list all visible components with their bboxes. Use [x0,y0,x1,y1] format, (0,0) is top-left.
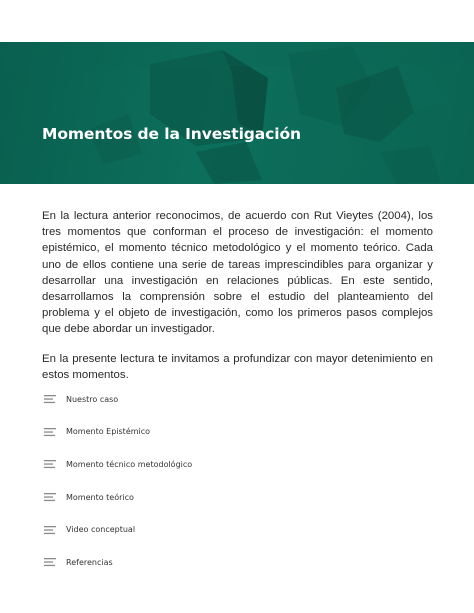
menu-item-momento-epistemico[interactable] [44,416,434,449]
header-banner [0,42,474,184]
banner-background-image [0,42,474,184]
list-lines-icon [44,394,56,404]
menu-item-label: Referencias [66,557,113,567]
list-lines-icon [44,525,56,535]
list-lines-icon [44,492,56,502]
page-title: Momentos de la Investigación [42,125,301,143]
menu-item-label: Nuestro caso [66,394,119,404]
list-lines-icon [44,459,56,469]
menu-item-momento-teorico[interactable] [44,481,434,514]
menu-item-label: Momento Epistémico [66,427,151,437]
menu-item-label: Video conceptual [66,525,136,535]
menu-item-label: Momento técnico metodológico [66,459,193,469]
menu-item-referencias[interactable] [44,546,434,579]
menu-item-video-conceptual[interactable] [44,513,434,546]
invitation-paragraph: En la presente lectura te invitamos a profundizar con mayor detenimiento en estos momentos. [42,352,433,381]
intro-content [42,208,433,396]
menu-item-nuestro-caso[interactable] [44,383,434,416]
list-lines-icon [44,557,56,567]
section-menu [44,383,434,579]
list-lines-icon [44,427,56,437]
intro-paragraph: En la lectura anterior reconocimos, de acuerdo con Rut Vieytes (2004), los tres momentos que conforman el proceso de investigación: el momento epistémico, el momento técnico metodológico y el momento teórico. Cada uno de ellos contiene una serie de tareas imprescindibles para organizar y desarrollar una investigación en relaciones públicas. En este sentido, desarrollamos la comprensión sobre el estudio del planteamiento del problema y el objeto de investigación, como los primeros pasos complejos que debe abordar un investigador. [42,210,433,336]
menu-item-label: Momento teórico [66,492,134,502]
menu-item-momento-tecnico-metodologico[interactable] [44,448,434,481]
